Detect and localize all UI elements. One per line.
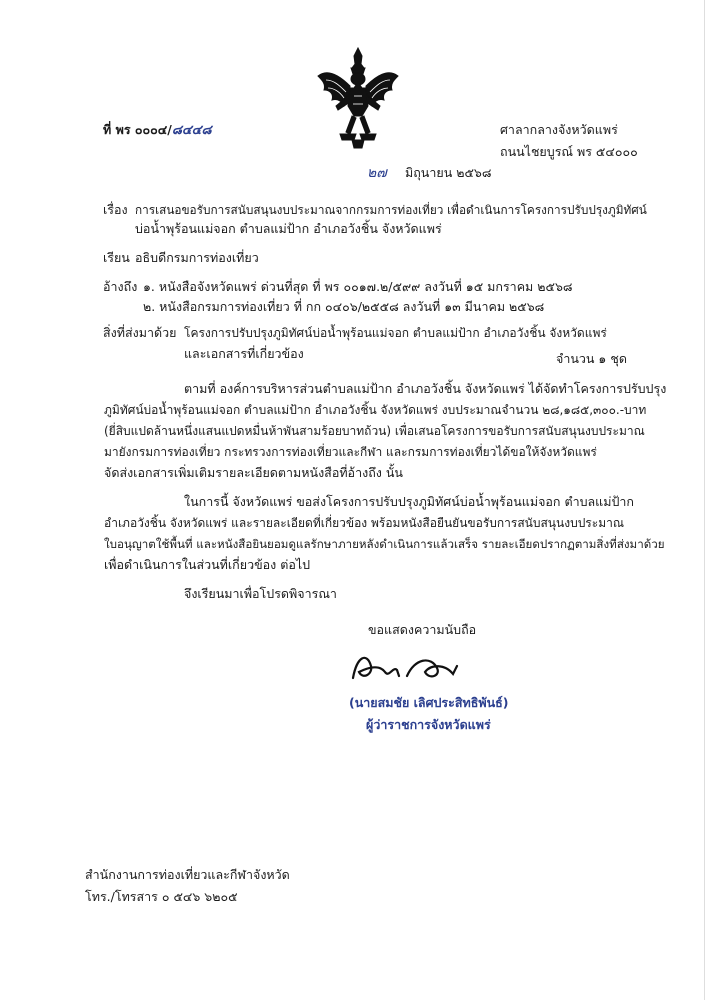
closing-sentence: จึงเรียนมาเพื่อโปรดพิจารณา — [184, 586, 337, 601]
paragraph1-line3: (ยี่สิบแปดล้านหนึ่งแสนแปดหมื่นห้าพันสามร้อยบาทถ้วน) เพื่อเสนอโครงการขอรับการสนับสนุนงบประมาณ — [104, 424, 645, 438]
recipient-name: อธิบดีกรมการท่องเที่ยว — [135, 250, 259, 265]
enclosure-label: สิ่งที่ส่งมาด้วย — [103, 325, 177, 340]
scan-edge-line — [704, 0, 705, 1000]
date-day-handwritten: ๒๗ — [367, 165, 387, 181]
paragraph1-line1: ตามที่ องค์การบริหารส่วนตำบลแม่ป้าก อำเภอวังชิ้น จังหวัดแพร่ ได้จัดทำโครงการปรับปรุง — [184, 381, 667, 396]
reference-item-1: ๑. หนังสือจังหวัดแพร่ ด่วนที่สุด ที่ พร ๐๐๑๗.๒/๕๙๙ ลงวันที่ ๑๕ มกราคม ๒๕๖๘ — [143, 279, 573, 294]
document-number — [103, 121, 212, 140]
paragraph2-line4: เพื่อดำเนินการในส่วนที่เกี่ยวข้อง ต่อไป — [104, 557, 311, 572]
paragraph2-line1: ในการนี้ จังหวัดแพร่ ขอส่งโครงการปรับปรุงภูมิทัศน์บ่อน้ำพุร้อนแม่จอก ตำบลแม่ป้าก — [184, 494, 634, 509]
enclosure-line2: และเอกสารที่เกี่ยวข้อง — [184, 346, 304, 361]
signature-stroke-icon — [345, 646, 465, 686]
references-label: อ้างถึง — [103, 279, 138, 294]
recipient-label: เรียน — [103, 250, 130, 265]
footer-department: สำนักงานการท่องเที่ยวและกีฬาจังหวัด — [85, 867, 290, 882]
date-month-year: มิถุนายน ๒๕๖๘ — [405, 165, 492, 180]
subject-line2: บ่อน้ำพุร้อนแม่จอก ตำบลแม่ป้าก อำเภอวังชิ้น จังหวัดแพร่ — [135, 221, 442, 236]
paragraph2-line3: ใบอนุญาตใช้พื้นที่ และหนังสือยินยอมดูแลรักษาภายหลังดำเนินการแล้วเสร็จ รายละเอียดปรากฏตามสิ่งที่ส่งมาด้วย — [104, 537, 665, 551]
signatory-name: (นายสมชัย เลิศประสิทธิพันธ์) — [349, 695, 509, 710]
enclosure-count: จำนวน ๑ ชุด — [556, 351, 627, 366]
document-number-handwritten: ๘๔๔๘ — [171, 123, 212, 138]
footer-phone: โทร./โทรสาร ๐ ๕๔๖ ๖๒๐๕ — [85, 889, 238, 904]
subject-label: เรื่อง — [103, 202, 128, 217]
document-date — [367, 164, 492, 182]
document-number-prefix: ที่ พร ๐๐๐๔/ — [103, 122, 172, 137]
handwritten-signature — [345, 646, 465, 686]
paragraph2-line2: อำเภอวังชิ้น จังหวัดแพร่ และรายละเอียดที่เกี่ยวข้อง พร้อมหนังสือยืนยันขอรับการสนับสนุนงบประมาณ — [104, 516, 624, 530]
courtesy-closing: ขอแสดงความนับถือ — [368, 622, 477, 637]
enclosure-line1: โครงการปรับปรุงภูมิทัศน์บ่อน้ำพุร้อนแม่จอก ตำบลแม่ป้าก อำเภอวังชิ้น จังหวัดแพร่ — [184, 326, 607, 340]
reference-item-2: ๒. หนังสือกรมการท่องเที่ยว ที่ กก ๐๔๐๖/๒๕๕๘ ลงวันที่ ๑๓ มีนาคม ๒๕๖๘ — [143, 299, 545, 314]
paragraph1-line5: จัดส่งเอกสารเพิ่มเติมรายละเอียดตามหนังสือที่อ้างถึง นั้น — [104, 465, 403, 480]
subject-line1: การเสนอขอรับการสนับสนุนงบประมาณจากกรมการท่องเที่ยว เพื่อดำเนินการโครงการปรับปรุงภูมิทัศน์ — [135, 203, 647, 217]
garuda-emblem-icon — [316, 46, 400, 150]
office-address-line2: ถนนไชยบูรณ์ พร ๕๔๐๐๐ — [500, 144, 638, 159]
paragraph1-line2: ภูมิทัศน์บ่อน้ำพุร้อนแม่จอก ตำบลแม่ป้าก อำเภอวังชิ้น จังหวัดแพร่ งบประมาณจำนวน ๒๘,๑๘๕,๓๐๐.-บาท — [104, 403, 647, 417]
signatory-position: ผู้ว่าราชการจังหวัดแพร่ — [366, 717, 491, 732]
paragraph1-line4: มายังกรมการท่องเที่ยว กระทรวงการท่องเที่ยวและกีฬา และกรมการท่องเที่ยวได้ขอให้จังหวัดแพร่ — [104, 445, 597, 459]
office-address-line1: ศาลากลางจังหวัดแพร่ — [500, 122, 618, 137]
